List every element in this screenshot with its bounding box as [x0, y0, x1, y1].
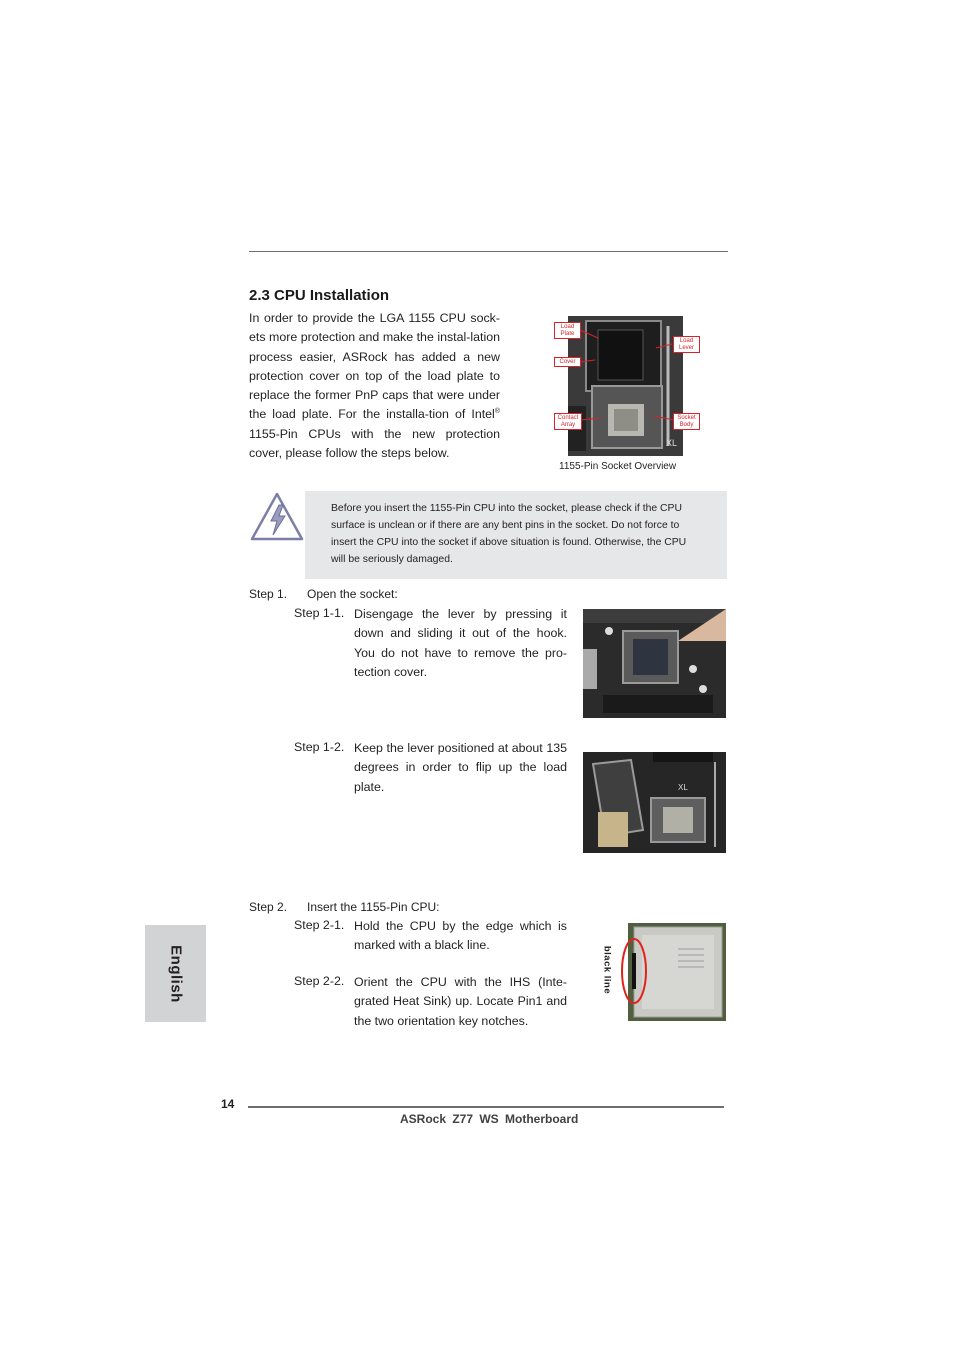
socket-caption: 1155-Pin Socket Overview	[559, 461, 677, 472]
step1-1-label: Step 1-1.	[294, 606, 345, 620]
svg-text:XL: XL	[666, 438, 678, 448]
step1-1-text: Disengage the lever by pressing it down and sliding it out of the hook. You do not have to remove the pro-tection cover.	[354, 607, 567, 679]
language-tab-label: English	[167, 944, 184, 1003]
language-side-tab	[145, 925, 206, 1022]
step2-1-text: Hold the CPU by the edge which is marked with a black line.	[354, 919, 567, 953]
label-cover: Cover	[554, 357, 581, 367]
black-line-highlight	[619, 936, 649, 1006]
bottom-divider	[248, 1106, 724, 1108]
warning-icon	[249, 491, 305, 543]
intro-text-2: 1155-Pin CPUs with the new protection cover, please follow the steps below.	[249, 426, 500, 461]
step2-2-label: Step 2-2.	[294, 974, 345, 988]
section-heading: 2.3 CPU Installation	[249, 287, 390, 304]
label-load-plate: Load Plate	[554, 322, 581, 339]
footer-product: ASRock Z77 WS Motherboard	[400, 1112, 579, 1126]
warning-text: Before you insert the 1155-Pin CPU into the socket, please check if the CPU surface is unclean or if there are any bent pins in the socket. Do not force to insert the CPU into the socket if above situation is found. Otherwise, the CPU will be seriously damaged.	[331, 503, 687, 565]
label-socket-body: Socket Body	[673, 413, 700, 430]
intro-paragraph	[249, 309, 500, 463]
step1-title: Open the socket:	[307, 587, 398, 601]
label-load-lever: Load Lever	[673, 336, 700, 353]
step1-2-photo	[583, 752, 726, 853]
page-number: 14	[221, 1097, 235, 1111]
black-line-text: black line	[601, 945, 613, 995]
step1-label: Step 1.	[249, 587, 288, 601]
step1-2-text: Keep the lever positioned at about 135 degrees in order to flip up the load plate.	[354, 741, 567, 794]
step2-title: Insert the 1155-Pin CPU:	[307, 900, 440, 914]
step1-2-label: Step 1-2.	[294, 740, 345, 754]
label-contact-array: Contact Array	[554, 413, 582, 430]
intro-text-1: In order to provide the LGA 1155 CPU sock-ets more protection and make the instal-lation process easier, ASRock has added a new protection cover on top of the load plate to replace the former PnP caps that were under the load plate. For the installa-tion of Intel	[249, 311, 500, 422]
registered-mark: ®	[494, 408, 500, 416]
black-line-label	[600, 940, 614, 1000]
step1-1-photo	[583, 609, 726, 718]
top-divider	[249, 251, 728, 252]
step2-2-text: Orient the CPU with the IHS (Inte-grated Heat Sink) up. Locate Pin1 and the two orientation key notches.	[354, 975, 567, 1028]
svg-text:XL: XL	[678, 783, 688, 792]
step2-label: Step 2.	[249, 900, 288, 914]
step2-1-label: Step 2-1.	[294, 918, 345, 932]
